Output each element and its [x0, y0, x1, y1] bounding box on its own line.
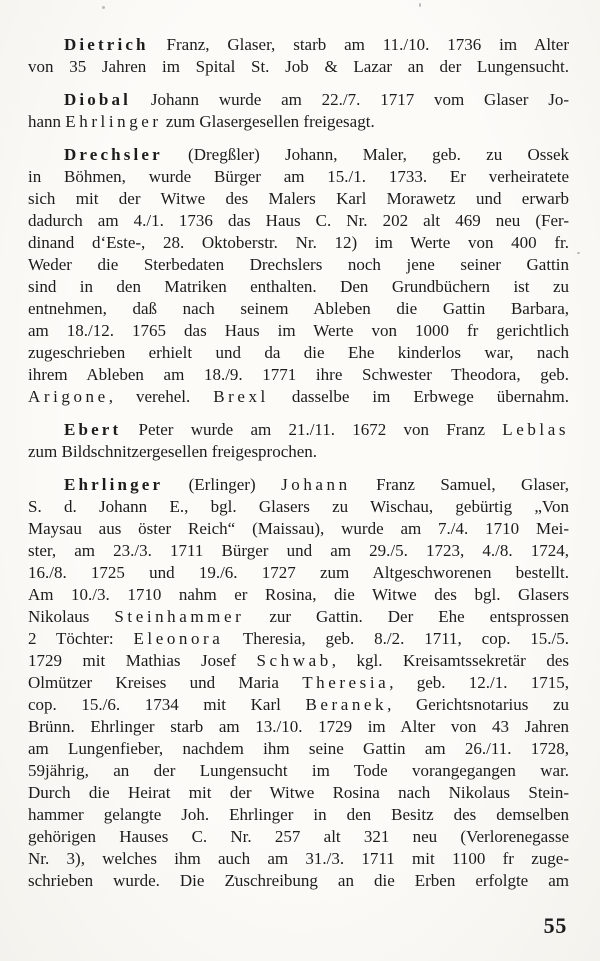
text-segment: zum Bildschnitzergesellen freigesprochen.	[28, 442, 318, 461]
text-segment: gehörigen Hauses C. Nr. 257 alt 321 neu (Verlorenegasse	[28, 827, 569, 846]
text-line	[28, 826, 569, 848]
text-segment: Brünn. Ehrlinger starb am 13./10. 1729 im Alter von 43 Jahren	[28, 717, 569, 736]
entry-paragraph	[28, 89, 569, 133]
text-line	[28, 562, 569, 584]
text-segment: dinand d‘Este-, 28. Oktoberstr. Nr. 12) im Werte von 400 fr.	[28, 233, 569, 252]
text-segment: Am 10./3. 1710 nahm er Rosina, die Witwe des bgl. Glasers	[28, 585, 569, 604]
entry-paragraph	[28, 34, 569, 78]
text-segment: Theresia, geb. 8./2. 1711, cop. 15./5.	[223, 629, 569, 648]
text-segment: Weder die Sterbedaten Drechslers noch jene seiner Gattin	[28, 255, 569, 274]
text-segment: zugeschrieben erhielt und da die Ehe kinderlos war, nach	[28, 343, 569, 362]
text-segment: , Gerichtsnotarius zu	[387, 695, 569, 714]
text-segment: Maysau aus öster Reich“ (Maissau), wurde am 7./4. 1710 Mei-	[28, 519, 569, 538]
text-segment: zum Glasergesellen freigesagt.	[161, 112, 375, 131]
text-line	[28, 89, 569, 111]
text-line	[28, 364, 569, 386]
entry-headword: Dietrich	[64, 35, 149, 54]
text-line	[28, 738, 569, 760]
entry-paragraph	[28, 419, 569, 463]
text-line	[28, 386, 569, 408]
text-line	[28, 441, 569, 463]
text-line	[28, 298, 569, 320]
text-line	[28, 474, 569, 496]
entry-paragraph	[28, 474, 569, 892]
text-segment: 59jährig, an der Lungensucht im Tode vorangegangen war.	[28, 761, 569, 780]
spaced-name: Beranek	[305, 695, 388, 714]
text-line	[28, 518, 569, 540]
text-segment: von 35 Jahren im Spital St. Job & Lazar an der Lungensucht.	[28, 57, 569, 76]
entry-headword: Ehrlinger	[64, 475, 164, 494]
text-line	[28, 606, 569, 628]
spaced-name: Eleonora	[133, 629, 224, 648]
text-line	[28, 848, 569, 870]
text-line	[28, 760, 569, 782]
text-segment: 1729 mit Mathias Josef	[28, 651, 257, 670]
text-line	[28, 870, 569, 892]
text-segment: (Erlinger)	[163, 475, 282, 494]
text-line	[28, 419, 569, 441]
text-line	[28, 584, 569, 606]
text-block	[28, 34, 569, 903]
text-segment: Johann wurde am 22./7. 1717 vom Glaser Jo-	[131, 90, 569, 109]
text-segment: schrieben wurde. Die Zuschreibung an die Erben erfolgte am	[28, 871, 569, 890]
text-line	[28, 672, 569, 694]
text-segment: ihrem Ableben am 18./9. 1771 ihre Schwester Theodora, geb.	[28, 365, 569, 384]
text-segment: ster, am 23./3. 1711 Bürger und am 29./5. 1723, 4./8. 1724,	[28, 541, 569, 560]
text-segment: , kgl. Kreisamtssekretär des	[331, 651, 569, 670]
text-segment: sich mit der Witwe des Malers Karl Morawetz und erwarb	[28, 189, 569, 208]
text-line	[28, 782, 569, 804]
text-line	[28, 650, 569, 672]
entry-paragraph	[28, 144, 569, 408]
text-line	[28, 188, 569, 210]
text-segment: cop. 15./6. 1734 mit Karl	[28, 695, 306, 714]
text-segment: Peter wurde am 21./11. 1672 von Franz	[121, 420, 503, 439]
text-segment: dadurch am 4./1. 1736 das Haus C. Nr. 202 alt 469 neu (Fer-	[28, 211, 569, 230]
text-segment: in Böhmen, wurde Bürger am 15./1. 1733. Er verheiratete	[28, 167, 569, 186]
scan-speck	[102, 6, 105, 9]
text-line	[28, 276, 569, 298]
text-segment: S. d. Johann E., bgl. Glasers zu Wischau, gebürtig „Von	[28, 497, 569, 516]
text-line	[28, 716, 569, 738]
text-segment: 16./8. 1725 und 19./6. 1727 zum Altgeschworenen bestellt.	[28, 563, 569, 582]
text-line	[28, 34, 569, 56]
text-line	[28, 56, 569, 78]
spaced-name: Arigone	[28, 387, 109, 406]
text-line	[28, 111, 569, 133]
text-segment: dasselbe im Erbwege übernahm.	[268, 387, 569, 406]
text-segment: 2 Töchter:	[28, 629, 134, 648]
text-segment: hann	[28, 112, 66, 131]
page-number: 55	[543, 913, 567, 938]
text-line	[28, 320, 569, 342]
text-segment: , geb. 12./1. 1715,	[389, 673, 569, 692]
text-line	[28, 342, 569, 364]
text-line	[28, 804, 569, 826]
text-line	[28, 540, 569, 562]
spaced-name: Schwab	[256, 651, 332, 670]
text-line	[28, 254, 569, 276]
text-line	[28, 232, 569, 254]
text-segment: (Dregßler) Johann, Maler, geb. zu Ossek	[162, 145, 569, 164]
text-segment: Nikolaus	[28, 607, 115, 626]
text-line	[28, 144, 569, 166]
text-segment: Durch die Heirat mit der Witwe Rosina nach Nikolaus Stein-	[28, 783, 569, 802]
text-segment: am 18./12. 1765 das Haus im Werte von 1000 fr gerichtlich	[28, 321, 569, 340]
text-line	[28, 628, 569, 650]
spaced-name: Theresia	[302, 673, 390, 692]
entry-headword: Diobal	[64, 90, 132, 109]
text-line	[28, 166, 569, 188]
spaced-name: Ehrlinger	[65, 112, 162, 131]
spaced-name: Johann	[281, 475, 351, 494]
text-line	[28, 210, 569, 232]
entry-headword: Ebert	[64, 420, 122, 439]
text-segment: am Lungenfieber, nachdem ihm seine Gattin am 26./11. 1728,	[28, 739, 569, 758]
text-segment: entnehmen, daß nach seinem Ableben die Gattin Barbara,	[28, 299, 569, 318]
scan-speck	[577, 252, 580, 254]
spaced-name: Leblas	[502, 420, 569, 439]
text-segment: Franz Samuel, Glaser,	[350, 475, 569, 494]
entry-headword: Drechsler	[64, 145, 163, 164]
text-segment: Nr. 3), welches ihm auch am 31./3. 1711 mit 1100 fr zuge-	[28, 849, 569, 868]
text-segment: Franz, Glaser, starb am 11./10. 1736 im Alter	[148, 35, 569, 54]
scan-speck	[419, 3, 421, 7]
text-line	[28, 496, 569, 518]
text-segment: hammer gelangte Joh. Ehrlinger in den Besitz des demselben	[28, 805, 569, 824]
text-segment: zur Gattin. Der Ehe entsprossen	[244, 607, 569, 626]
text-segment: sind in den Matriken enthalten. Den Grundbüchern ist zu	[28, 277, 569, 296]
spaced-name: Brexl	[213, 387, 269, 406]
spaced-name: Steinhammer	[114, 607, 245, 626]
text-segment: , verehel.	[108, 387, 214, 406]
text-segment: Olmützer Kreises und Maria	[28, 673, 303, 692]
text-line	[28, 694, 569, 716]
